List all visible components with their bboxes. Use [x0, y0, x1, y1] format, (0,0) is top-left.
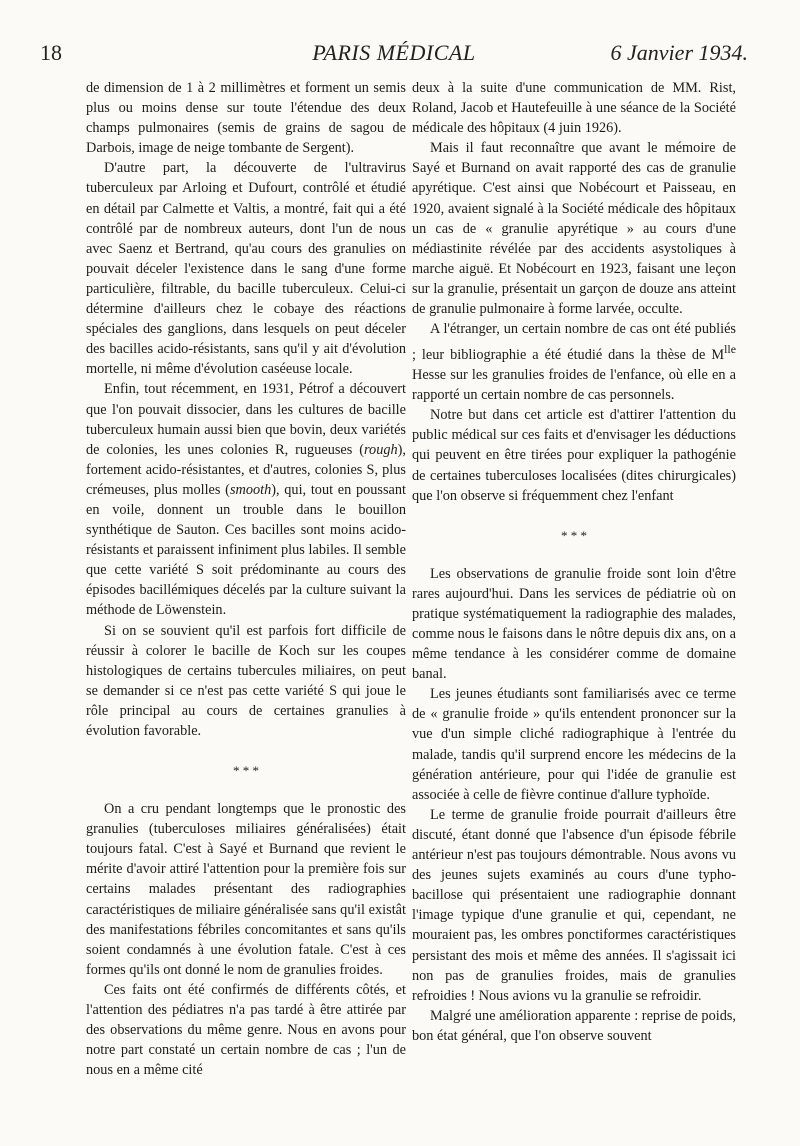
paragraph: Enfin, tout récemment, en 1931, Pétrof a découvert que l'on pouvait dissocier, dans les cultures de bacille tuberculeux humain aussi bien que bovin, deux variétés de colonies, les unes colonies R, rugueuses (rough), fortement acido-résistantes, et d'autres, colonies S, plus crémeuses, plus molles (smooth), qui, tout en poussant en voile, donnent un trouble dans le bouillon synthétique de Sauton. Ces bacilles sont moins acido-résistants et paraissent infiniment plus labiles. Il semble que cette variété S soit prédominante au cours des épisodes bacillémiques décelés par la culture suivant la méthode de Löwenstein. [86, 381, 406, 619]
superscript: lle [724, 342, 736, 357]
left-column [86, 78, 406, 1080]
italic-term: rough [364, 441, 398, 458]
section-separator: * * * [233, 763, 259, 779]
paragraph: Ces faits ont été confirmés de différents côtés, et l'attention des pédiatres n'a pas tardé à être attirée par des observations du même genre. Nous en avons pour notre part constaté un certain nombre de cas ; l'un de nous en a même cité [86, 981, 406, 1079]
paragraph: Notre but dans cet article est d'attirer l'attention du public médical sur ces faits et d'envisager les déductions qui peuvent en être tirées pour expliquer la pathogénie de certaines tuberculoses localisées (dites chirurgicales) que l'on observe si fréquemment chez l'enfant [412, 407, 736, 504]
paragraph: Le terme de granulie froide pourrait d'ailleurs être discuté, étant donné que l'absence d'un épisode fébrile antérieur n'est pas toujours démontrable. Nous avons vu des jeunes sujets examinés au cours d'une typho-bacillose qui présentaient une radiographie donnant l'image typique d'une granulie et qui, cependant, ne mouraient pas, les ombres ponctiformes caractéristiques persistant des mois et même des années. Il s'agissait ici non pas de granulies froides, mais de granulies refroidies ! Nous avions vu la granulie se refroidir. [412, 806, 736, 1004]
paragraph: Malgré une amélioration apparente : reprise de poids, bon état général, que l'on observe souvent [412, 1007, 736, 1044]
paragraph: Mais il faut reconnaître que avant le mémoire de Sayé et Burnand on avait rapporté des cas de granulie apyrétique. C'est ainsi que Nobécourt et Paisseau, en 1920, avaient signalé à la Société médicale des hôpitaux un cas de « granulie apyrétique » au cours d'une médiastinite révélée par des accidents asystoliques à marche aiguë. Et Nobécourt en 1923, faisant une leçon sur la granulie, présentait un garçon de douze ans atteint de granulie pulmonaire à forme larvée, occulte. [412, 140, 736, 318]
paragraph: deux à la suite d'une communication de MM. Rist, Roland, Jacob et Hautefeuille à une séance de la Société médicale des hôpitaux (4 juin 1926). [412, 80, 736, 137]
paragraph: D'autre part, la découverte de l'ultravirus tuberculeux par Arloing et Dufourt, contrôlé et étudié en détail par Calmette et Valtis, a montré, fait qui a été contrôlé par de nombreux auteurs, dont l'un de nous avec Saenz et Bertrand, qu'au cours des granulies on pouvait déceler l'existence dans le sang d'une forme particulière, filtrable, du bacille tuberculeux. Celui-ci détermine d'ailleurs chez le cobaye des réactions spéciales des ganglions, dans lesquels on peut déceler des bacilles acido-résistants, sans qu'il y ait d'évolution mortelle, ni même d'évolution caséeuse locale. [86, 160, 406, 378]
italic-term: smooth [229, 481, 272, 498]
journal-title: PARIS MÉDICAL [312, 40, 476, 65]
right-column [412, 78, 736, 1046]
paragraph: Les jeunes étudiants sont familiarisés avec ce terme de « granulie froide » qu'ils entendent prononcer sur la vue d'un simple cliché radiographique à l'entrée du malade, tandis qu'il surprend encore les médecins de la génération antérieure, pour qui l'idée de granulie est associée à celle de fièvre continue d'allure typhoïde. [412, 686, 736, 803]
paragraph: A l'étranger, un certain nombre de cas ont été publiés ; leur bibliographie a été étudié dans la thèse de $M^{lle}$ Hesse sur les granulies froides de l'enfance, où elle en a rapporté un certain nombre de cas personnels. [412, 321, 736, 404]
page-number: 18 [40, 40, 62, 65]
paragraph: de dimension de 1 à 2 millimètres et forment un semis plus ou moins dense sur toute l'étendue des deux champs pulmonaires (semis de grains de sagou de Darbois, image de neige tombante de Sergent). [86, 80, 406, 157]
page-header [40, 40, 748, 70]
section-separator: * * * [561, 527, 587, 543]
issue-date: 6 Janvier 1934. [610, 40, 748, 65]
paragraph: Les observations de granulie froide sont loin d'être rares aujourd'hui. Dans les services de pédiatrie où on pratique systématiquement la radiographie des malades, comme nous le faisons dans le nôtre depuis dix ans, on a même tendance à les considérer comme de domaine banal. [412, 565, 736, 683]
paragraph: Si on se souvient qu'il est parfois fort difficile de réussir à colorer le bacille de Koch sur les coupes histologiques de certains tubercules miliaires, on peut se demander si ce n'est pas cette variété S qui joue le rôle principal au cours de certaines granulies à évolution favorable. [86, 622, 406, 739]
paragraph: On a cru pendant longtemps que le pronostic des granulies (tuberculoses miliaires généralisées) était toujours fatal. C'est à Sayé et Burnand que revient le mérite d'avoir attiré l'attention pour la première fois sur certains malades présentant des radiographies caractéristiques de miliaire généralisée sans qu'il existât des manifestations fébriles concomitantes et sans qu'ils soient condamnés à une évolution fatale. C'est à ces formes qu'ils ont donné le nom de granulies froides. [86, 801, 406, 978]
